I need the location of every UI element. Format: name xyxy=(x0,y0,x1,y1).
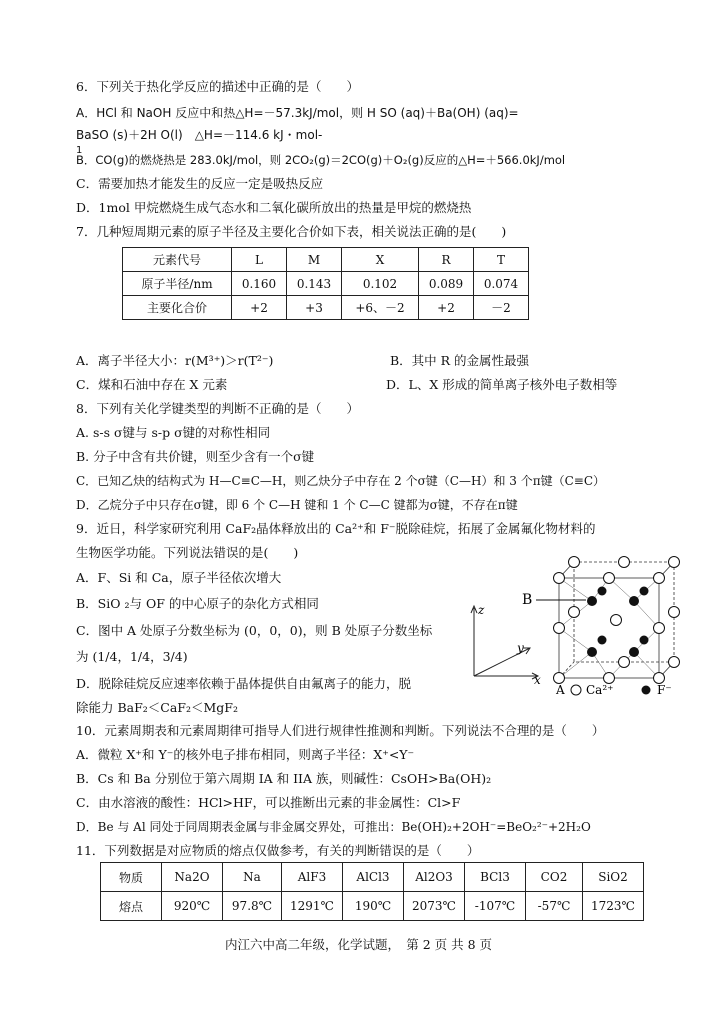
q8-option-d: D．乙烷分子中只存在σ键，即 6 个 C—H 键和 1 个 C—C 键都为σ键，不存在π键 xyxy=(76,498,518,512)
caf2-unit-cell-figure xyxy=(462,556,692,696)
axis-x-label: x xyxy=(534,673,541,687)
table-cell: +6、－2 xyxy=(342,296,419,320)
q6-option-b: B．CO(g)的燃烧热是 283.0kJ/mol，则 2CO₂(g)＝2CO(g)＋O₂(g)反应的△H=＋566.0kJ/mol xyxy=(76,153,566,167)
q7-stem: 7．几种短周期元素的原子半径及主要化合价如下表，相关说法正确的是( ) xyxy=(76,224,507,239)
table-cell: R xyxy=(419,248,474,272)
table-header: 物质 xyxy=(101,863,162,892)
table-cell: L xyxy=(232,248,287,272)
q10-option-d: D．Be 与 Al 同处于同周期表金属与非金属交界处，可推出：Be(OH)₂+2OH⁻=BeO₂²⁻+2H₂O xyxy=(76,820,591,834)
q9-option-a: A．F、Si 和 Ca，原子半径依次增大 xyxy=(76,570,282,585)
table-cell: -107℃ xyxy=(465,892,526,921)
table-row xyxy=(101,892,644,921)
table-cell: 190℃ xyxy=(343,892,404,921)
q6-option-a-line2: BaSO (s)＋2H O(l) △H=－114.6 kJ・mol- xyxy=(76,128,323,142)
q6-stem: 6．下列关于热化学反应的描述中正确的是（ ） xyxy=(76,79,359,94)
q8-option-b: B. 分子中含有共价键，则至少含有一个σ键 xyxy=(76,449,315,464)
table-cell: 0.160 xyxy=(232,272,287,296)
table-row xyxy=(123,248,529,272)
label-b: B xyxy=(522,592,533,608)
q9-option-d-line1: D．脱除硅烷反应速率依赖于晶体提供自由氟离子的能力，脱 xyxy=(76,676,412,691)
ca-ions xyxy=(554,557,680,684)
q9-stem-line1: 9．近日，科学家研究利用 CaF₂晶体释放出的 Ca²⁺和 F⁻脱除硅烷，拓展了金属氟化物材料的 xyxy=(76,521,596,536)
table-row xyxy=(101,863,644,892)
q8-option-a: A. s-s σ键与 s-p σ键的对称性相同 xyxy=(76,425,271,440)
q9-option-d-line2: 除能力 BaF₂＜CaF₂＜MgF₂ xyxy=(76,700,238,715)
q6-option-a-line1: A．HCl 和 NaOH 反应中和热△H=－57.3kJ/mol，则 H SO (aq)＋Ba(OH) (aq)= xyxy=(76,106,519,120)
q9-option-c-line2: 为 (1/4，1/4，3/4) xyxy=(76,649,188,664)
table-cell: -57℃ xyxy=(526,892,583,921)
table-row xyxy=(123,296,529,320)
table-header: Na xyxy=(223,863,282,892)
table-cell: 1291℃ xyxy=(282,892,343,921)
q7-element-table xyxy=(122,247,529,320)
table-cell: 0.102 xyxy=(342,272,419,296)
legend-ca-label: Ca²⁺ xyxy=(586,683,614,696)
table-cell: 2073℃ xyxy=(404,892,465,921)
table-cell: +2 xyxy=(419,296,474,320)
axis-z-label: z xyxy=(478,603,485,617)
table-header: SiO2 xyxy=(583,863,644,892)
row-label: 主要化合价 xyxy=(123,296,232,320)
table-cell: 1723℃ xyxy=(583,892,644,921)
q7-option-c: C．煤和石油中存在 X 元素 xyxy=(76,377,228,392)
q7-option-b: B．其中 R 的金属性最强 xyxy=(390,353,530,368)
axis-y-label: y xyxy=(517,641,524,655)
table-header: Al2O3 xyxy=(404,863,465,892)
legend-f-label: F⁻ xyxy=(657,683,672,696)
q6-option-d: D．1mol 甲烷燃烧生成气态水和二氧化碳所放出的热量是甲烷的燃烧热 xyxy=(76,200,472,215)
table-header: AlCl3 xyxy=(343,863,404,892)
q8-option-c: C．已知乙炔的结构式为 H—C≡C—H，则乙炔分子中存在 2 个σ键（C—H）和 3 个π键（C≡C） xyxy=(76,474,606,488)
table-header: CO2 xyxy=(526,863,583,892)
q10-stem: 10．元素周期表和元素周期律可指导人们进行规律性推测和判断。下列说法不合理的是（ ） xyxy=(76,723,605,738)
table-cell: 0.074 xyxy=(474,272,529,296)
q9-option-c-line1: C．图中 A 处原子分数坐标为 (0，0，0)，则 B 处原子分数坐标 xyxy=(76,623,433,638)
q8-stem: 8．下列有关化学键类型的判断不正确的是（ ） xyxy=(76,401,359,416)
page-footer: 内江六中高二年级，化学试题， 第 2 页 共 8 页 xyxy=(224,937,493,952)
table-header: BCl3 xyxy=(465,863,526,892)
q9-option-b: B．SiO ₂与 OF 的中心原子的杂化方式相同 xyxy=(76,596,319,611)
q9-stem-line2: 生物医学功能。下列说法错误的是( ) xyxy=(76,545,299,560)
table-cell: +3 xyxy=(287,296,342,320)
table-cell: 0.143 xyxy=(287,272,342,296)
table-cell: X xyxy=(342,248,419,272)
table-cell: T xyxy=(474,248,529,272)
q11-melting-point-table xyxy=(100,862,644,921)
row-label: 元素代号 xyxy=(123,248,232,272)
q7-option-a: A．离子半径大小：r(M³⁺)＞r(T²⁻) xyxy=(76,353,274,368)
table-cell: 920℃ xyxy=(162,892,223,921)
table-cell: －2 xyxy=(474,296,529,320)
table-cell: +2 xyxy=(232,296,287,320)
filled-circle-icon xyxy=(642,686,651,695)
q6-option-c: C．需要加热才能发生的反应一定是吸热反应 xyxy=(76,176,324,191)
table-cell: M xyxy=(287,248,342,272)
table-cell: 97.8℃ xyxy=(223,892,282,921)
q10-option-b: B．Cs 和 Ba 分别位于第六周期 IA 和 IIA 族，则碱性：CsOH>Ba(OH)₂ xyxy=(76,771,492,786)
q10-option-c: C．由水溶液的酸性：HCl>HF，可以推断出元素的非金属性：Cl>F xyxy=(76,795,461,810)
q7-option-d: D．L、X 形成的简单离子核外电子数相等 xyxy=(386,377,618,392)
table-cell: 熔点 xyxy=(101,892,162,921)
legend-a-label: A xyxy=(556,683,565,696)
table-header: AlF3 xyxy=(282,863,343,892)
row-label: 原子半径/nm xyxy=(123,272,232,296)
table-cell: 0.089 xyxy=(419,272,474,296)
open-circle-icon xyxy=(571,685,581,695)
q10-option-a: A．微粒 X⁺和 Y⁻的核外电子排布相同，则离子半径：X⁺<Y⁻ xyxy=(76,747,415,762)
q6-option-a-line3: 1 xyxy=(76,145,83,156)
table-row xyxy=(123,272,529,296)
table-header: Na2O xyxy=(162,863,223,892)
q11-stem: 11．下列数据是对应物质的熔点仅做参考，有关的判断错误的是（ ） xyxy=(76,843,480,858)
